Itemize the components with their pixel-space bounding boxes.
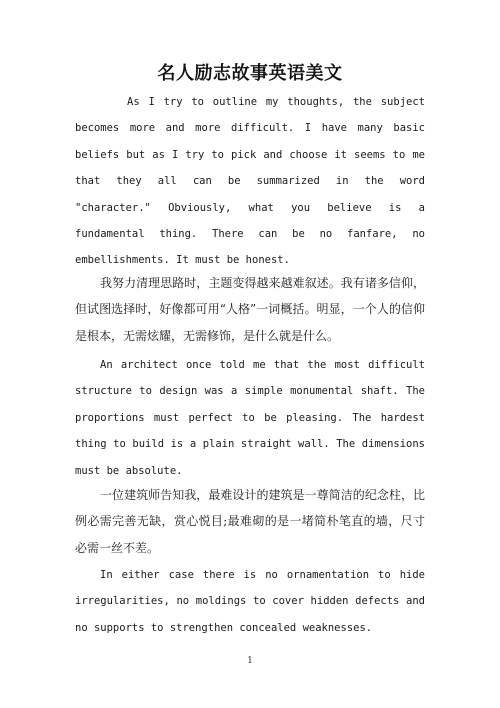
paragraph-english-1: As I try to outline my thoughts, the subject becomes more and more difficult. I have many basic beliefs but as I try to pick and choose it seems to me that they all can be summarized in the word "character." Obviously, what you believe is a fundamental thing. There can be no fanfare, no embellishments. It must be honest. <box>75 96 425 267</box>
paragraph-chinese-2: 一位建筑师告知我，最难设计的建筑是一尊简洁的纪念柱，比例必需完善无缺，赏心悦目;最难砌的是一堵简朴笔直的墙，尺寸必需一丝不差。 <box>75 488 425 555</box>
page-number: 1 <box>247 656 253 666</box>
document-title: 名人励志故事英语美文 <box>157 63 343 84</box>
paragraph-chinese-1: 我努力清理思路时，主题变得越来越难叙述。我有诸多信仰，但试图选择时，好像都可用“人格”一词概括。明显，一个人的信仰是根本，无需炫耀，无需修饰，是什么就是什么。 <box>75 276 425 343</box>
paragraph-english-2: An architect once told me that the most difficult structure to design was a simple monumental shaft. The proportions must perfect to be pleasing. The hardest thing to build is a plain straight wall. The dimensions must be absolute. <box>75 359 425 477</box>
paragraph-english-3: In either case there is no ornamentation to hide irregularities, no moldings to cover hidden defects and no supports to strengthen concealed weaknesses. <box>75 569 425 634</box>
